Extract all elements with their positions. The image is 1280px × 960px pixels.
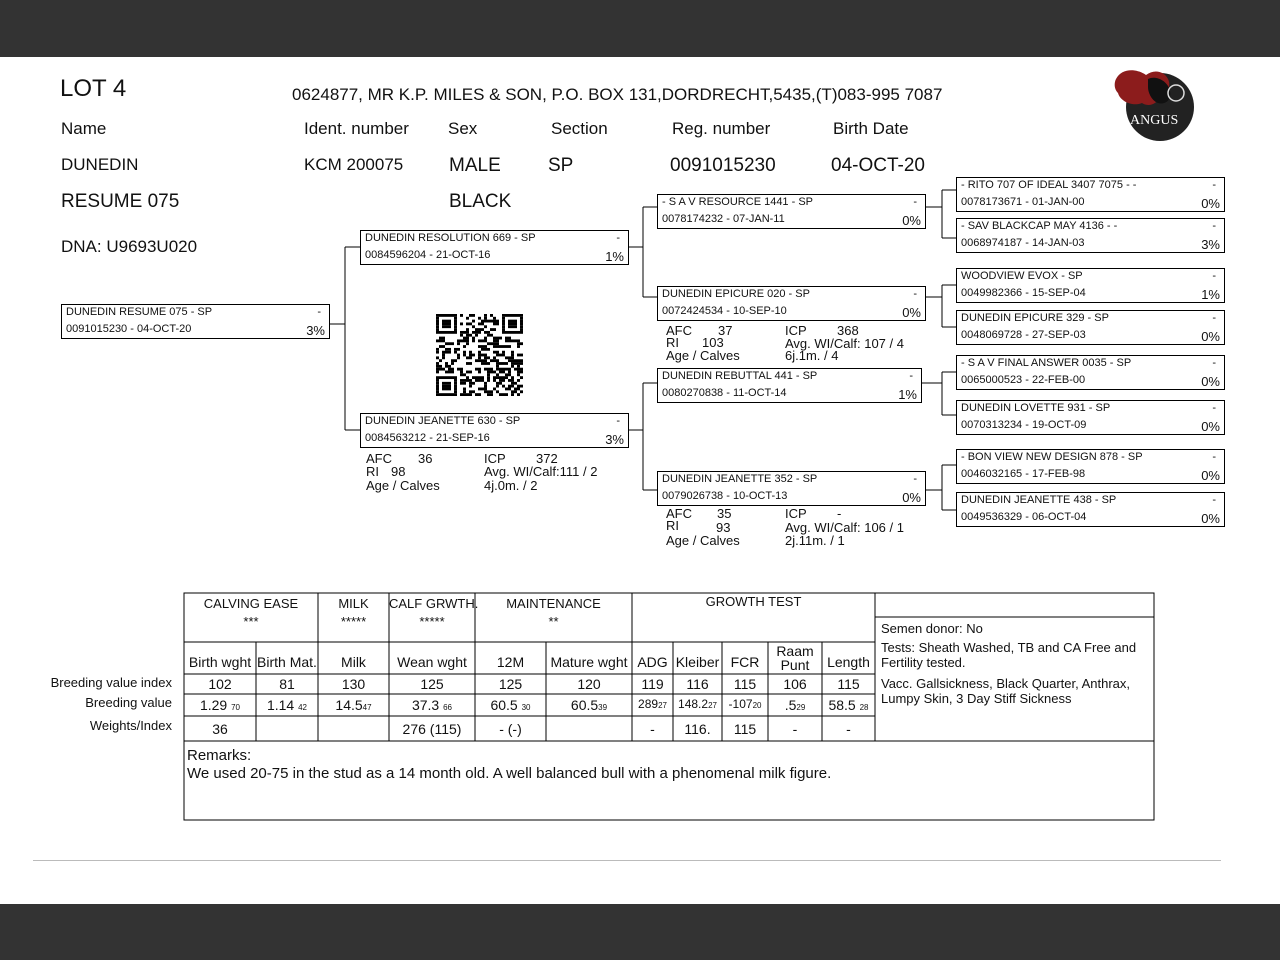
g3-dash: - bbox=[1212, 270, 1216, 282]
bv-adg-value: 289 bbox=[638, 697, 659, 711]
label-name: Name bbox=[61, 119, 107, 138]
animal-sex: MALE bbox=[449, 155, 501, 176]
g3-reg: 0049982366 - 15-SEP-04 bbox=[961, 287, 1086, 299]
bv-mature-acc: 39 bbox=[598, 703, 608, 712]
idx-adg: 119 bbox=[641, 676, 664, 692]
sire-reg: 0084596204 - 21-OCT-16 bbox=[365, 249, 491, 261]
g8-reg: 0049536329 - 06-OCT-04 bbox=[961, 511, 1087, 523]
g1-reg: 0078173671 - 01-JAN-00 bbox=[961, 196, 1085, 208]
bv-adg-acc: 27 bbox=[658, 701, 667, 710]
g8-name: DUNEDIN JEANETTE 438 - SP bbox=[961, 494, 1117, 506]
bv-mature-value: 60.5 bbox=[570, 697, 599, 713]
g1-pct: 0% bbox=[1201, 196, 1220, 211]
bottom-divider bbox=[33, 860, 1221, 861]
g7-reg: 0046032165 - 17-FEB-98 bbox=[961, 468, 1086, 480]
ds-reg: 0080270838 - 11-OCT-14 bbox=[662, 387, 787, 399]
sire-pct: 1% bbox=[605, 249, 624, 264]
bv-fcr bbox=[722, 697, 768, 711]
dam-reg: 0084563212 - 21-SEP-16 bbox=[365, 432, 490, 444]
idx-mature: 120 bbox=[577, 676, 601, 692]
animal-birth: 04-OCT-20 bbox=[831, 155, 925, 176]
col-birth-mat: Birth Mat. bbox=[257, 654, 317, 670]
bv-birth-mat bbox=[256, 697, 318, 713]
idx-kleiber: 116 bbox=[686, 676, 709, 692]
g6-name: DUNEDIN LOVETTE 931 - SP bbox=[961, 402, 1111, 414]
bv-fcr-acc: 20 bbox=[752, 701, 762, 710]
bv-kleiber-value: 148.2 bbox=[678, 697, 709, 711]
bv-length-value: 58.5 bbox=[828, 697, 856, 713]
g5-reg: 0065000523 - 22-FEB-00 bbox=[961, 374, 1086, 386]
g5-pct: 0% bbox=[1201, 374, 1220, 389]
subject-reg: 0091015230 - 04-OCT-20 bbox=[66, 323, 192, 335]
animal-reg: 0091015230 bbox=[670, 155, 776, 176]
calving-stars: *** bbox=[243, 614, 259, 629]
dd-afc-label: AFC bbox=[666, 506, 692, 521]
g2-dash: - bbox=[1212, 220, 1216, 232]
dd-icp-label: ICP bbox=[785, 506, 807, 521]
group-milk: MILK bbox=[338, 596, 369, 611]
milk-stars: ***** bbox=[340, 614, 367, 629]
bv-fcr-value: -107 bbox=[728, 697, 753, 711]
idx-12m: 125 bbox=[498, 676, 523, 692]
wt-12m: - (-) bbox=[499, 721, 522, 737]
group-maintenance: MAINTENANCE bbox=[506, 596, 601, 611]
dd-wi: Avg. WI/Calf: 106 / 1 bbox=[785, 520, 904, 535]
bv-raam bbox=[768, 697, 822, 713]
g4-name: DUNEDIN EPICURE 329 - SP bbox=[961, 312, 1109, 324]
g7-dash: - bbox=[1212, 451, 1216, 463]
wt-raam: - bbox=[792, 721, 798, 737]
sd-dash: - bbox=[913, 288, 917, 300]
dd-ri: 93 bbox=[716, 520, 731, 535]
animal-dna: DNA: U9693U020 bbox=[61, 237, 198, 256]
sire-name: DUNEDIN RESOLUTION 669 - SP bbox=[365, 232, 536, 244]
remarks-text: We used 20-75 in the stud as a 14 month old. A well balanced bull with a phenomenal milk figure. bbox=[187, 765, 832, 782]
g7-pct: 0% bbox=[1201, 468, 1220, 483]
dd-dash: - bbox=[913, 473, 917, 485]
maintenance-stars: ** bbox=[548, 614, 559, 629]
vaccinations: Vacc. Gallsickness, Black Quarter, Anthrax, Lumpy Skin, 3 Day Stiff Sickness bbox=[881, 676, 1131, 706]
ss-name: - S A V RESOURCE 1441 - SP bbox=[662, 196, 814, 208]
lot-number: LOT 4 bbox=[60, 75, 127, 102]
dam-icp: 372 bbox=[536, 451, 558, 466]
sd-age-label: Age / Calves bbox=[666, 348, 740, 363]
g6-reg: 0070313234 - 19-OCT-09 bbox=[961, 419, 1087, 431]
dam-afc-label: AFC bbox=[366, 451, 392, 466]
wt-wean: 276 (115) bbox=[402, 721, 462, 737]
col-fcr: FCR bbox=[730, 654, 760, 670]
label-ident: Ident. number bbox=[304, 119, 409, 138]
semen-donor: Semen donor: No bbox=[881, 621, 983, 636]
bv-raam-value: .5 bbox=[784, 697, 797, 713]
dam-pct: 3% bbox=[605, 432, 624, 447]
g2-pct: 3% bbox=[1201, 237, 1220, 252]
dd-name: DUNEDIN JEANETTE 352 - SP bbox=[662, 473, 818, 485]
g3-pct: 1% bbox=[1201, 287, 1220, 302]
sire-dash: - bbox=[616, 232, 620, 244]
idx-length: 115 bbox=[837, 676, 860, 692]
dam-age: 4j.0m. / 2 bbox=[484, 478, 538, 493]
ds-pct: 1% bbox=[898, 387, 917, 402]
dam-wi: Avg. WI/Calf:111 / 2 bbox=[484, 464, 598, 479]
row-label-weights: Weights/Index bbox=[89, 718, 172, 733]
g6-pct: 0% bbox=[1201, 419, 1220, 434]
health-tests: Tests: Sheath Washed, TB and CA Free and Fertility tested. bbox=[881, 640, 1137, 670]
sd-pct: 0% bbox=[902, 305, 921, 320]
remarks-label: Remarks: bbox=[187, 747, 252, 764]
label-sex: Sex bbox=[448, 119, 478, 138]
bv-birth-mat-value: 1.14 bbox=[266, 697, 295, 713]
g8-dash: - bbox=[1212, 494, 1216, 506]
col-birth-wght: Birth wght bbox=[188, 654, 252, 670]
group-calving-ease: CALVING EASE bbox=[203, 596, 299, 611]
dam-ri: 98 bbox=[391, 464, 406, 479]
animal-ident: KCM 200075 bbox=[304, 155, 404, 174]
bv-wean-acc: 66 bbox=[443, 703, 453, 712]
col-kleiber: Kleiber bbox=[675, 654, 720, 670]
sd-ri: 103 bbox=[702, 335, 724, 350]
logo-text: ANGUS bbox=[1130, 113, 1179, 128]
ss-dash: - bbox=[913, 196, 917, 208]
sd-afc: 37 bbox=[718, 323, 733, 338]
row-label-index: Breeding value index bbox=[50, 675, 172, 690]
wt-length: - bbox=[846, 721, 851, 737]
g4-dash: - bbox=[1212, 312, 1216, 324]
col-adg: ADG bbox=[637, 654, 668, 670]
idx-birth-wght: 102 bbox=[208, 676, 232, 692]
bv-birth-mat-acc: 42 bbox=[298, 703, 308, 712]
sd-name: DUNEDIN EPICURE 020 - SP bbox=[662, 288, 810, 300]
g8-pct: 0% bbox=[1201, 511, 1220, 526]
animal-name-1: DUNEDIN bbox=[61, 155, 139, 174]
bv-12m bbox=[475, 697, 546, 713]
g4-reg: 0048069728 - 27-SEP-03 bbox=[961, 329, 1086, 341]
bv-wean bbox=[389, 697, 475, 713]
wt-fcr: 115 bbox=[733, 721, 757, 737]
dd-age-label: Age / Calves bbox=[666, 533, 740, 548]
dam-age-label: Age / Calves bbox=[366, 478, 440, 493]
animal-section: SP bbox=[548, 155, 574, 176]
idx-raam: 106 bbox=[783, 676, 807, 692]
label-reg: Reg. number bbox=[672, 119, 771, 138]
bv-milk-acc: 47 bbox=[362, 703, 372, 712]
sd-ri-label: RI bbox=[666, 335, 679, 350]
row-label-bv: Breeding value bbox=[85, 695, 172, 710]
bv-birth-wght bbox=[184, 697, 256, 713]
owner-line: 0624877, MR K.P. MILES & SON, P.O. BOX 131,DORDRECHT,5435,(T)083-995 7087 bbox=[292, 85, 943, 104]
col-12m: 12M bbox=[496, 654, 525, 670]
dd-afc: 35 bbox=[717, 506, 732, 521]
idx-wean: 125 bbox=[420, 676, 444, 692]
bv-adg bbox=[632, 697, 673, 711]
animal-colour: BLACK bbox=[449, 191, 512, 212]
sd-icp: 368 bbox=[837, 323, 859, 338]
bv-mature bbox=[546, 697, 632, 713]
bv-birth-wght-acc: 70 bbox=[231, 703, 241, 712]
animal-name-2: RESUME 075 bbox=[61, 191, 180, 212]
bv-kleiber-acc: 27 bbox=[708, 701, 717, 710]
sd-wi: Avg. WI/Calf: 107 / 4 bbox=[785, 336, 904, 351]
wt-adg: - bbox=[650, 721, 655, 737]
idx-milk: 130 bbox=[341, 676, 366, 692]
bv-wean-value: 37.3 bbox=[411, 697, 440, 713]
ss-pct: 0% bbox=[902, 213, 921, 228]
dam-ri-label: RI bbox=[366, 464, 379, 479]
idx-birth-mat: 81 bbox=[279, 676, 295, 692]
calf-stars: ***** bbox=[419, 614, 445, 629]
bv-milk-value: 14.5 bbox=[335, 697, 363, 713]
g1-name: - RITO 707 OF IDEAL 3407 7075 - - bbox=[961, 179, 1137, 191]
dd-ri-label: RI bbox=[666, 518, 679, 533]
wt-birth-wght: 36 bbox=[212, 721, 228, 737]
col-wean-wght: Wean wght bbox=[397, 654, 467, 670]
dd-icp: - bbox=[837, 506, 842, 521]
col-mature-wght: Mature wght bbox=[550, 654, 628, 670]
col-raam-punt: Raam Punt bbox=[776, 643, 814, 673]
g5-dash: - bbox=[1212, 357, 1216, 369]
sd-afc-label: AFC bbox=[666, 323, 692, 338]
dd-reg: 0079026738 - 10-OCT-13 bbox=[662, 490, 788, 502]
dd-age: 2j.11m. / 1 bbox=[785, 533, 845, 548]
bv-raam-acc: 29 bbox=[796, 703, 806, 712]
sd-age: 6j.1m. / 4 bbox=[785, 348, 839, 363]
sd-icp-label: ICP bbox=[785, 323, 807, 338]
label-section: Section bbox=[551, 119, 608, 138]
bv-milk bbox=[318, 697, 389, 713]
ds-name: DUNEDIN REBUTTAL 441 - SP bbox=[662, 370, 818, 382]
col-length: Length bbox=[827, 654, 870, 670]
dd-pct: 0% bbox=[902, 490, 921, 505]
bv-length-acc: 28 bbox=[859, 703, 869, 712]
subject-name: DUNEDIN RESUME 075 - SP bbox=[66, 306, 213, 318]
dam-afc: 36 bbox=[418, 451, 433, 466]
ds-dash: - bbox=[909, 370, 913, 382]
ss-reg: 0078174232 - 07-JAN-11 bbox=[662, 213, 785, 225]
subject-pct: 3% bbox=[306, 323, 325, 338]
g2-reg: 0068974187 - 14-JAN-03 bbox=[961, 237, 1085, 249]
g2-name: - SAV BLACKCAP MAY 4136 - - bbox=[961, 220, 1118, 232]
bv-kleiber bbox=[673, 697, 722, 711]
wt-kleiber: 116. bbox=[684, 721, 711, 737]
subject-dash: - bbox=[317, 306, 321, 318]
sd-reg: 0072424534 - 10-SEP-10 bbox=[662, 305, 787, 317]
group-growth-test: GROWTH TEST bbox=[705, 594, 802, 609]
bv-12m-acc: 30 bbox=[521, 703, 531, 712]
g7-name: - BON VIEW NEW DESIGN 878 - SP bbox=[961, 451, 1143, 463]
label-birth: Birth Date bbox=[833, 119, 909, 138]
bv-length bbox=[822, 697, 875, 713]
bv-12m-value: 60.5 bbox=[490, 697, 518, 713]
dam-dash: - bbox=[616, 415, 620, 427]
g5-name: - S A V FINAL ANSWER 0035 - SP bbox=[961, 357, 1132, 369]
dam-icp-label: ICP bbox=[484, 451, 506, 466]
g3-name: WOODVIEW EVOX - SP bbox=[961, 270, 1083, 282]
g6-dash: - bbox=[1212, 402, 1216, 414]
dam-name: DUNEDIN JEANETTE 630 - SP bbox=[365, 415, 521, 427]
group-calf-growth: CALF GRWTH. bbox=[389, 596, 479, 611]
g4-pct: 0% bbox=[1201, 329, 1220, 344]
bv-birth-wght-value: 1.29 bbox=[199, 697, 228, 713]
col-milk: Milk bbox=[341, 654, 366, 670]
idx-fcr: 115 bbox=[733, 676, 757, 692]
g1-dash: - bbox=[1212, 179, 1216, 191]
